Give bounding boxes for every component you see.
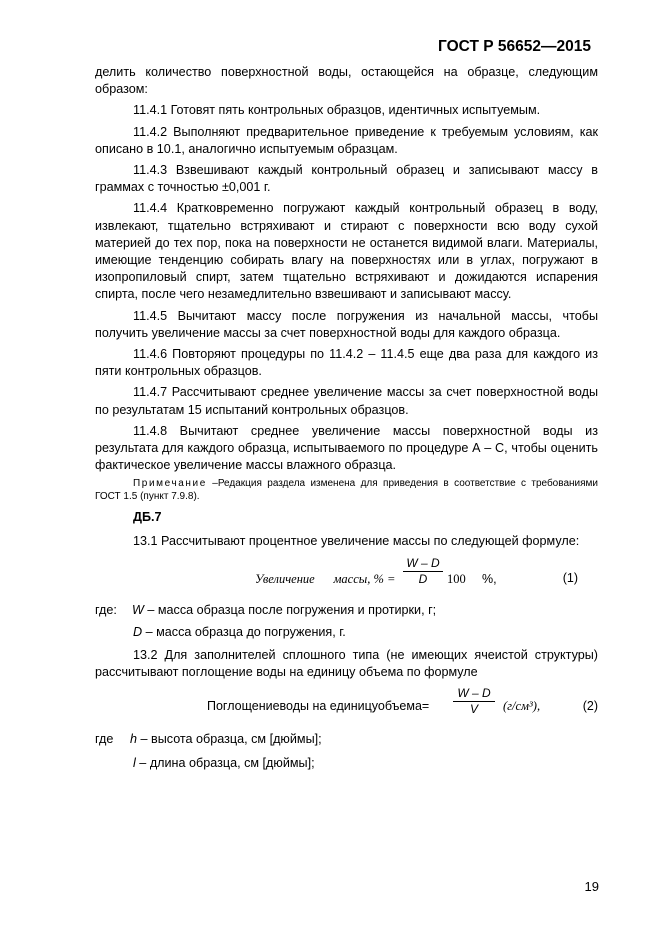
note-text: –Редакция раздела изменена для приведения в соответствие с требованиями ГОСТ 1.5 (пункт 7.9.8). bbox=[95, 478, 598, 502]
paragraph-11-4-6: 11.4.6 Повторяют процедуры по 11.4.2 – 11.4.5 еще два раза для каждого из пяти контрольных образцов. bbox=[95, 347, 598, 379]
where-label-2: где bbox=[95, 732, 114, 747]
formula-1-fraction bbox=[403, 556, 443, 587]
where-h-desc: – высота образца, см [дюймы]; bbox=[137, 732, 322, 747]
symbol-l: l bbox=[133, 756, 136, 771]
where-d-desc: – масса образца до погружения, г. bbox=[142, 624, 346, 639]
paragraph-11-4-3: 11.4.3 Взвешивают каждый контрольный образец и записывают массу в граммах с точностью ±0,001 г. bbox=[95, 163, 598, 195]
note-label: Примечание bbox=[133, 478, 207, 490]
where-h bbox=[95, 731, 598, 753]
standard-header: ГОСТ Р 56652—2015 bbox=[438, 38, 591, 55]
note bbox=[95, 478, 598, 503]
where-l-desc: – длина образца, см [дюймы]; bbox=[135, 756, 315, 771]
paragraph-11-4-8: 11.4.8 Вычитают среднее увеличение массы поверхностной воды из результата для каждого образца, испытываемого по процедуре А – С, чтобы оценить фактическое увеличение массы влажного образца. bbox=[95, 423, 598, 473]
formula-2-unit: (г/см³), bbox=[503, 699, 541, 714]
paragraph-13-2: 13.2 Для заполнителей сплошного типа (не имеющих ячеистой структуры) рассчитывают поглощение воды на единицу объема по формуле bbox=[95, 648, 598, 680]
formula-2 bbox=[95, 685, 598, 727]
formula-2-numerator: W – D bbox=[453, 686, 495, 702]
formula-1-numerator: W – D bbox=[403, 556, 443, 572]
where-label: где: bbox=[95, 602, 117, 617]
paragraph-11-4-4: 11.4.4 Кратковременно погружают каждый контрольный образец в воду, извлекают, тщательно встряхивают и стирают с поверхности всю воду сухой материей до тех пор, пока на поверхности не останется видимой влаги. Материалы, имеющие тенденцию собирать влагу на поверхностях или в углах, погружают в изопропиловый спирт, затем тщательно встряхивают и дожидаются испарения спирта, после чего незамедлительно взвешивают и записывают массу. bbox=[95, 201, 598, 302]
where-w bbox=[95, 602, 598, 622]
where-h-text bbox=[130, 731, 322, 748]
paragraph-11-4-5: 11.4.5 Вычитают массу после погружения из начальной массы, чтобы получить увеличение массы за счет поверхностной воды для каждого образца. bbox=[95, 308, 598, 340]
formula-1 bbox=[95, 554, 598, 598]
formula-2-fraction bbox=[453, 686, 495, 717]
formula-1-denominator: D bbox=[418, 571, 428, 586]
symbol-h: h bbox=[130, 732, 138, 747]
formula-1-multiplier: 100 bbox=[447, 571, 466, 586]
formula-1-percent: %, bbox=[482, 571, 497, 586]
symbol-d: D bbox=[133, 624, 143, 639]
paragraph-continuation: делить количество поверхностной воды, остающейся на образце, следующим образом: bbox=[95, 65, 598, 97]
formula-2-number: (2) bbox=[582, 699, 598, 714]
paragraph-11-4-2: 11.4.2 Выполняют предварительное приведение к требуемым условиям, как описано в 10.1, аналогично испытуемым образцам. bbox=[95, 124, 598, 156]
paragraph-11-4-1: 11.4.1 Готовят пять контрольных образцов, идентичных испытуемым. bbox=[133, 103, 541, 118]
where-w-text bbox=[132, 602, 436, 619]
formula-2-left: Поглощениеводы на единицуобъема= bbox=[207, 699, 430, 714]
page-number: 19 bbox=[584, 879, 599, 894]
where-l bbox=[133, 755, 598, 772]
formula-1-number: (1) bbox=[562, 570, 578, 585]
symbol-w: W bbox=[132, 602, 144, 617]
formula-2-denominator: V bbox=[469, 702, 478, 717]
where-d bbox=[133, 624, 598, 641]
paragraph-11-4-7: 11.4.7 Рассчитывают среднее увеличение массы за счет поверхностной воды по результатам 15 испытаний контрольных образцов. bbox=[95, 385, 598, 417]
document-body bbox=[95, 64, 598, 773]
section-title: ДБ.7 bbox=[133, 510, 162, 525]
formula-1-left: Увеличение массы, % = bbox=[255, 571, 396, 586]
where-w-desc: – масса образца после погружения и протирки, г; bbox=[143, 602, 437, 617]
paragraph-13-1: 13.1 Рассчитывают процентное увеличение массы по следующей формуле: bbox=[133, 533, 580, 548]
